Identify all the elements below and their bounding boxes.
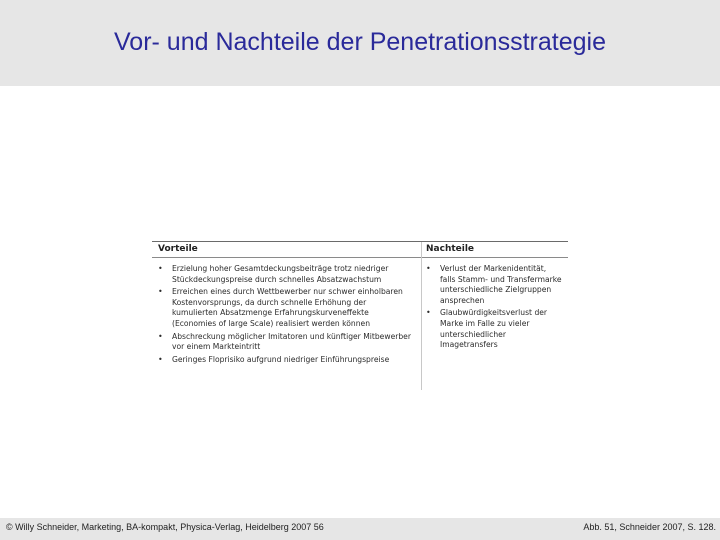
list-item-text: Erzielung hoher Gesamtdeckungsbeiträge trotz niedriger Stückdeckungspreise durch schnelles Absatzwachstum — [172, 264, 389, 284]
list-item — [424, 308, 564, 350]
comparison-figure — [152, 240, 568, 392]
list-item — [156, 332, 414, 353]
list-item-text: Geringes Floprisiko aufgrund niedriger Einführungspreise — [172, 354, 390, 364]
list-item — [424, 264, 564, 306]
disadvantages-list — [424, 264, 564, 353]
table-top-rule — [152, 241, 568, 242]
bullet-icon: • — [426, 308, 431, 318]
disadvantages-header: Nachteile — [426, 244, 475, 254]
table-header-rule — [152, 257, 568, 258]
advantages-header: Vorteile — [158, 244, 198, 254]
list-item-text: Verlust der Markenidentität, falls Stamm- und Transfermarke unterschiedliche Zielgruppen ansprechen — [440, 264, 562, 305]
bullet-icon: • — [426, 264, 431, 273]
bullet-icon: • — [158, 354, 163, 364]
list-item — [156, 355, 414, 366]
header-bar — [0, 0, 720, 86]
footer-bar — [0, 518, 720, 540]
list-item-text: Abschreckung möglicher Imitatoren und künftiger Mitbewerber vor einem Markteintritt — [172, 331, 411, 352]
list-item — [156, 264, 414, 285]
list-item-text: Erreichen eines durch Wettbewerber nur schwer einholbaren Kostenvorsprungs, da durch schnelle Erhöhung der kumulierten Absatzmenge Erfahrungskurveneffekte (Economies of large Scale) realisiert werden können — [172, 287, 403, 328]
bullet-icon: • — [158, 287, 163, 297]
bullet-icon: • — [158, 264, 163, 273]
list-item-text: Glaubwürdigkeitsverlust der Marke im Falle zu vieler unterschiedlicher Imagetransfers — [440, 308, 548, 350]
list-item — [156, 287, 414, 329]
column-divider — [421, 242, 422, 390]
footer-source: © Willy Schneider, Marketing, BA-kompakt, Physica-Verlag, Heidelberg 2007 56 — [6, 522, 324, 532]
advantages-list — [156, 264, 414, 367]
page-title: Vor- und Nachteile der Penetrationsstrategie — [114, 28, 606, 56]
footer-citation: Abb. 51, Schneider 2007, S. 128. — [583, 522, 716, 532]
bullet-icon: • — [158, 331, 163, 341]
